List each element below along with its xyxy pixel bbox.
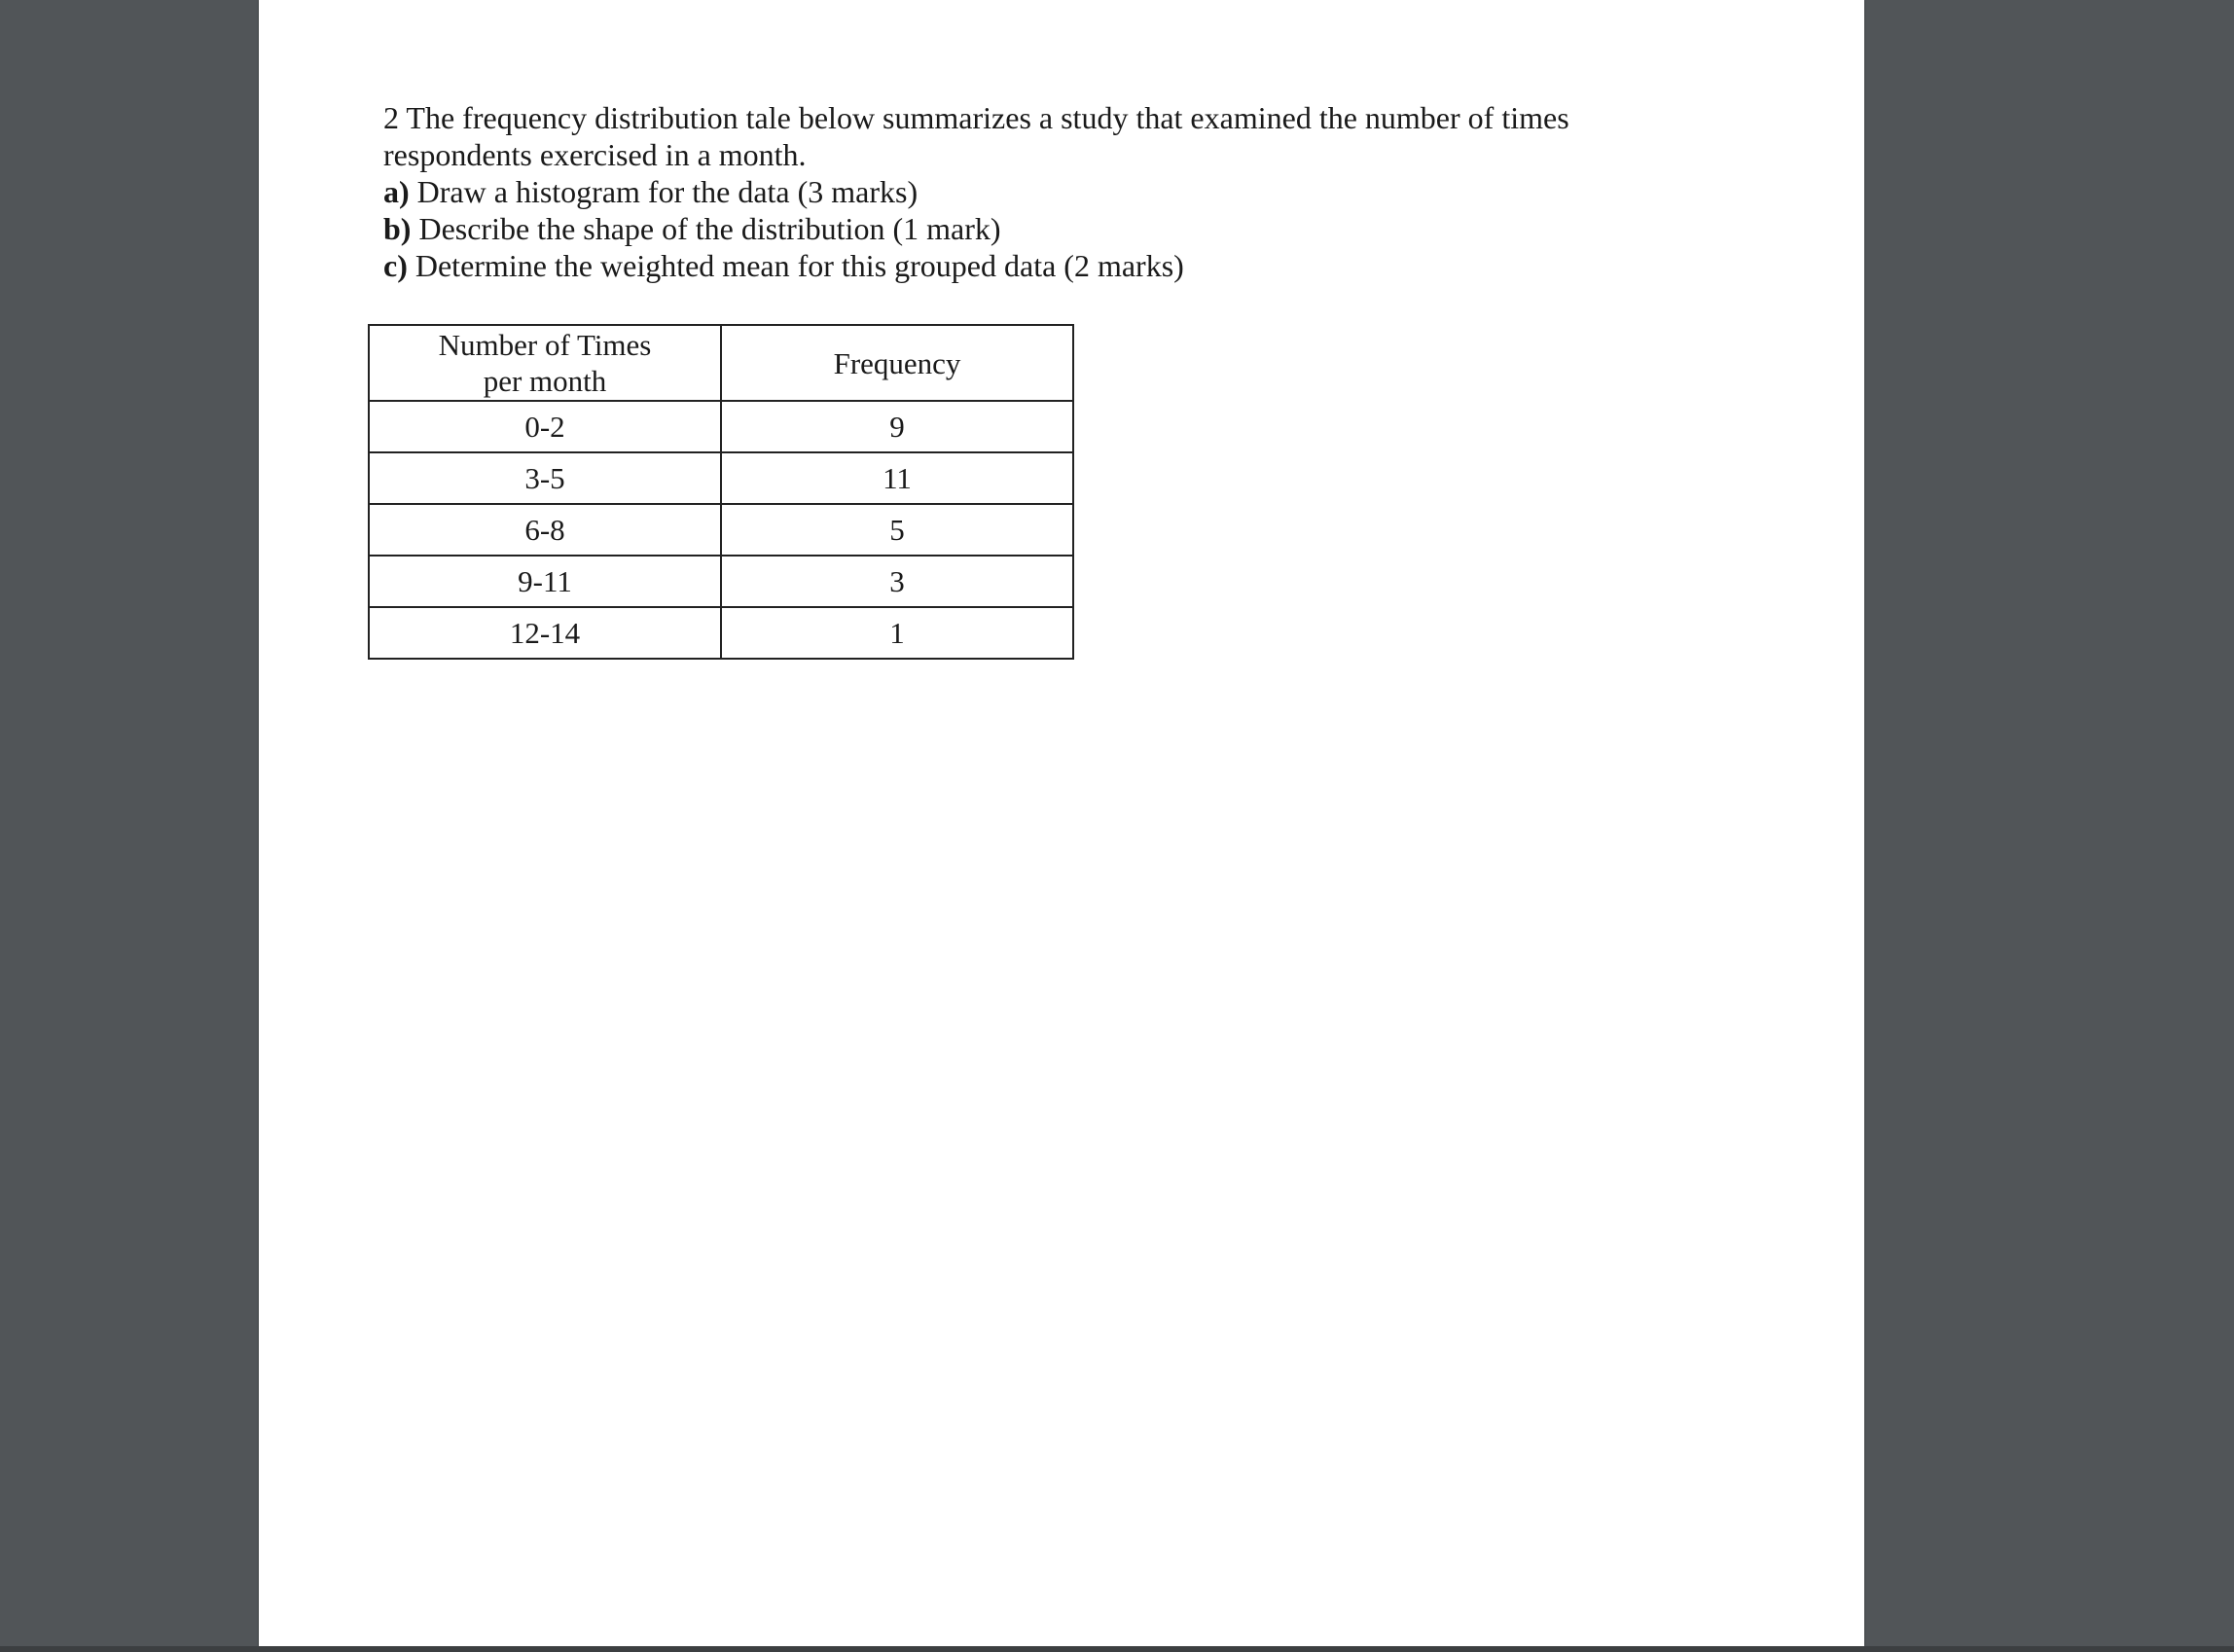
question-part-a (383, 173, 1746, 210)
document-page (259, 0, 1864, 1646)
cell-range: 12-14 (369, 607, 721, 659)
question-intro (383, 99, 1746, 136)
question-part-c (383, 247, 1746, 284)
part-a-label: a) (383, 174, 410, 209)
table-row (369, 556, 1073, 607)
part-b-text: Describe the shape of the distribution (1 mark) (418, 211, 1001, 246)
part-a-text: Draw a histogram for the data (3 marks) (416, 174, 919, 209)
part-c-label: c) (383, 248, 408, 283)
table-row (369, 607, 1073, 659)
frequency-table (368, 324, 1074, 660)
part-b-label: b) (383, 211, 412, 246)
table-row (369, 401, 1073, 452)
question-number: 2 (383, 100, 399, 135)
cell-range: 0-2 (369, 401, 721, 452)
header-times-per-month (369, 325, 721, 401)
question-text (383, 99, 1746, 284)
question-intro-line2: respondents exercised in a month. (383, 137, 807, 172)
part-c-text: Determine the weighted mean for this grouped data (2 marks) (414, 248, 1184, 283)
question-intro-line1: The frequency distribution tale below summarizes a study that examined the number of times (406, 100, 1569, 135)
cell-range: 3-5 (369, 452, 721, 504)
table-header-row (369, 325, 1073, 401)
cell-frequency: 5 (721, 504, 1073, 556)
cell-frequency: 11 (721, 452, 1073, 504)
header-frequency: Frequency (721, 325, 1073, 401)
table-row (369, 504, 1073, 556)
cell-frequency: 3 (721, 556, 1073, 607)
cell-frequency: 9 (721, 401, 1073, 452)
header-times-label: Number of Times per month (438, 328, 652, 398)
table-row (369, 452, 1073, 504)
cell-frequency: 1 (721, 607, 1073, 659)
cell-range: 6-8 (369, 504, 721, 556)
question-part-b (383, 210, 1746, 247)
cell-range: 9-11 (369, 556, 721, 607)
viewer-bottom-edge (0, 1646, 2234, 1652)
